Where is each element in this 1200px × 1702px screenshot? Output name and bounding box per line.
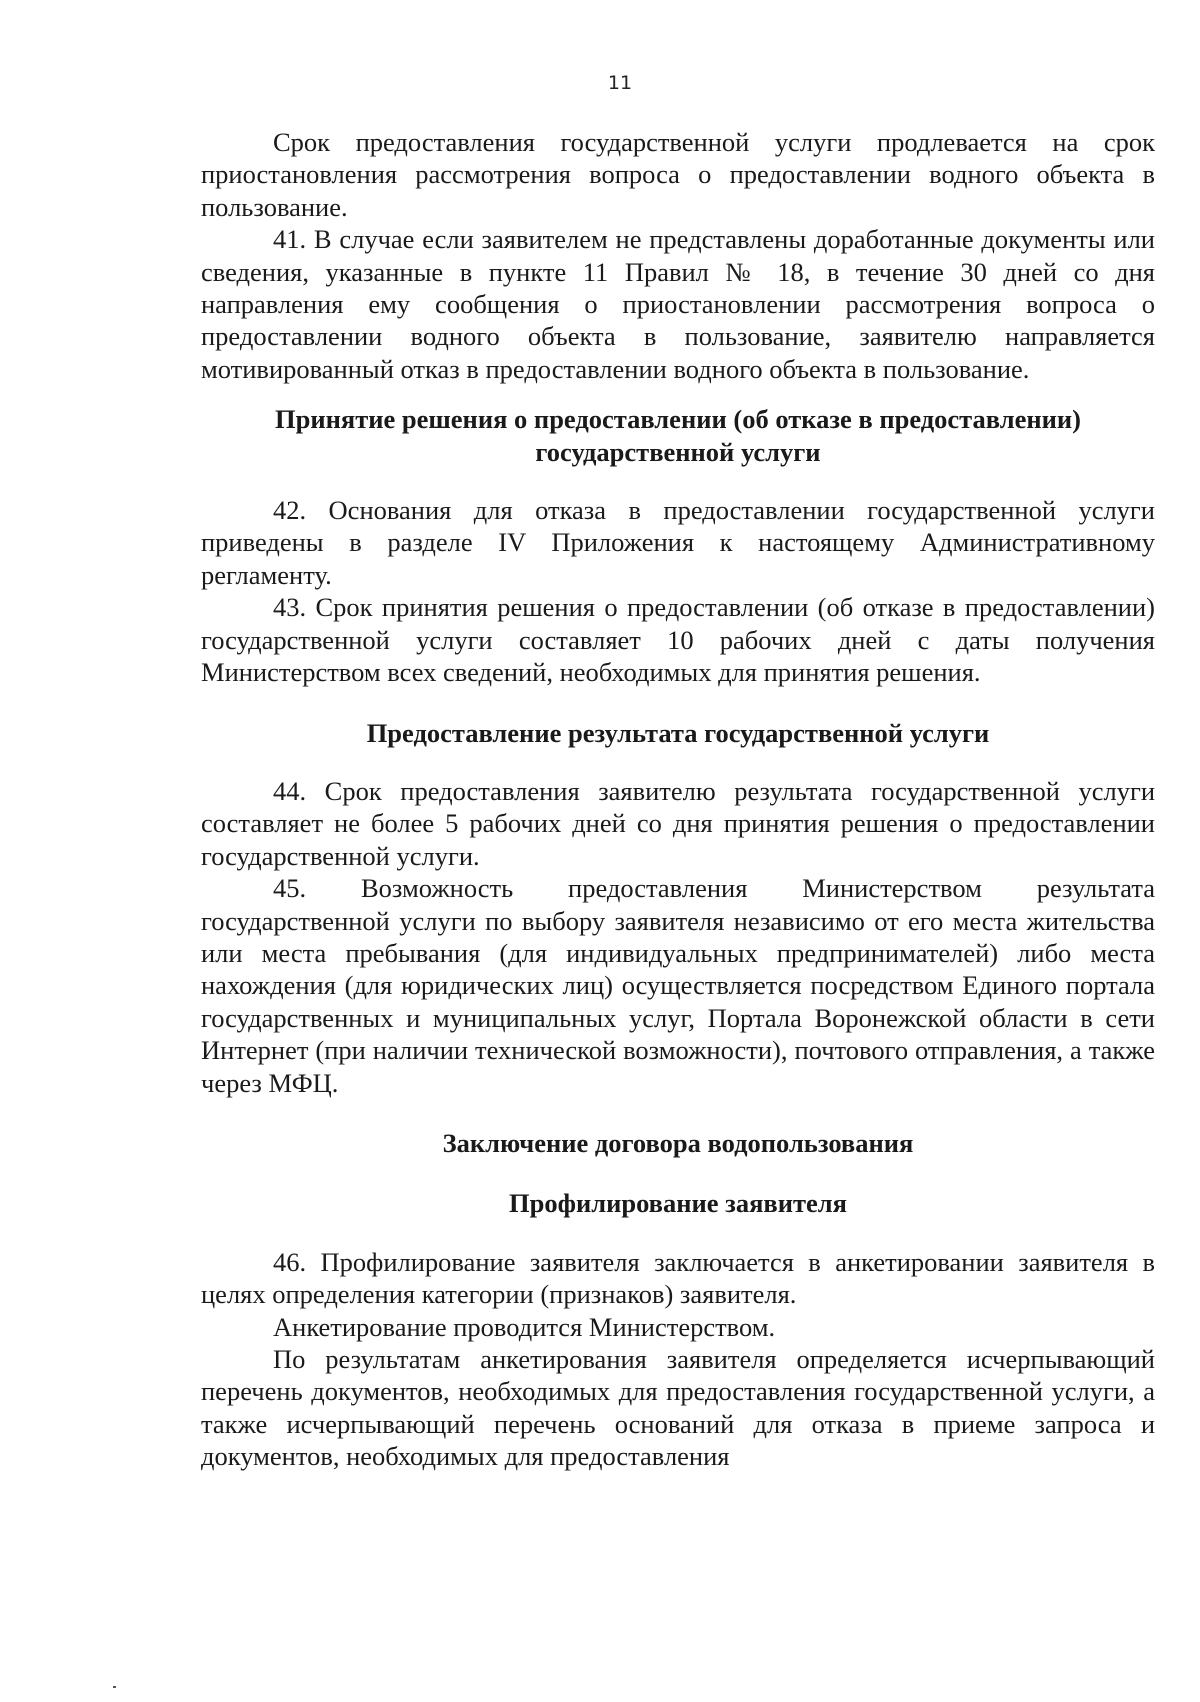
paragraph-42: 42. Основания для отказа в предоставлении государственной услуги приведены в разделе IV Приложения к настоящему Административному регламенту. [201, 495, 1155, 590]
paragraph-46-survey: Анкетирование проводится Министерством. [273, 1311, 776, 1342]
spacer [201, 385, 1155, 403]
paragraph-46: 46. Профилирование заявителя заключается в анкетировании заявителя в целях определения категории (признаков) заявителя. [201, 1246, 1155, 1310]
spacer [201, 1220, 1155, 1246]
paragraph-45: 45. Возможность предоставления Министерством результата государственной услуги по выбору заявителя независимо от его места жительства или места пребывания (для индивидуальных предпринимателей) либо места нахождения (для юридических лиц) осуществляется посредством Единого портала государственных и муниципальных услуг, Портала Воронежской области в сети Интернет (при наличии технической возможности), почтового отправления, а также через МФЦ. [201, 873, 1155, 1098]
section-heading-profiling: Профилирование заявителя [509, 1188, 847, 1219]
page-number: 11 [607, 72, 633, 94]
section-heading-decision: Принятие решения о предоставлении (об отказе в предоставлении) государственной услуги [275, 404, 1081, 467]
scan-artifact [113, 1686, 116, 1688]
paragraph-44: 44. Срок предоставления заявителю результата государственной услуги составляет не более 5 рабочих дней со дня принятия решения о предоставлении государственной услуги. [201, 775, 1155, 871]
spacer [201, 689, 1155, 717]
spacer [201, 749, 1155, 775]
section-heading-result: Предоставление результата государственной услуги [366, 717, 990, 748]
paragraph-46-results: По результатам анкетирования заявителя определяется исчерпывающий перечень документов, необходимых для предоставления государственной услуги, а также исчерпывающий перечень оснований для отказа в приеме запроса и документов, необходимых для предоставления [201, 1344, 1155, 1472]
paragraph-43: 43. Срок принятия решения о предоставлении (об отказе в предоставлении) государственной услуги составляет 10 рабочих дней с даты получения Министерством всех сведений, необходимых для принятия решения. [201, 592, 1155, 688]
spacer [201, 1099, 1155, 1127]
section-heading-contract: Заключение договора водопользования [442, 1127, 914, 1158]
document-body [201, 126, 1155, 1473]
spacer [201, 1159, 1155, 1187]
paragraph-term-extension: Срок предоставления государственной услуги продлевается на срок приостановления рассмотрения вопроса о предоставлении водного объекта в пользование. [201, 127, 1155, 222]
paragraph-41: 41. В случае если заявителем не представлены доработанные документы или сведения, указанные в пункте 11 Правил № 18, в течение 30 дней со дня направления ему сообщения о приостановлении рассмотрения вопроса о предоставлении водного объекта в пользование, заявителю направляется мотивированный отказ в предоставлении водного объекта в пользование. [201, 224, 1155, 384]
spacer [201, 468, 1155, 494]
